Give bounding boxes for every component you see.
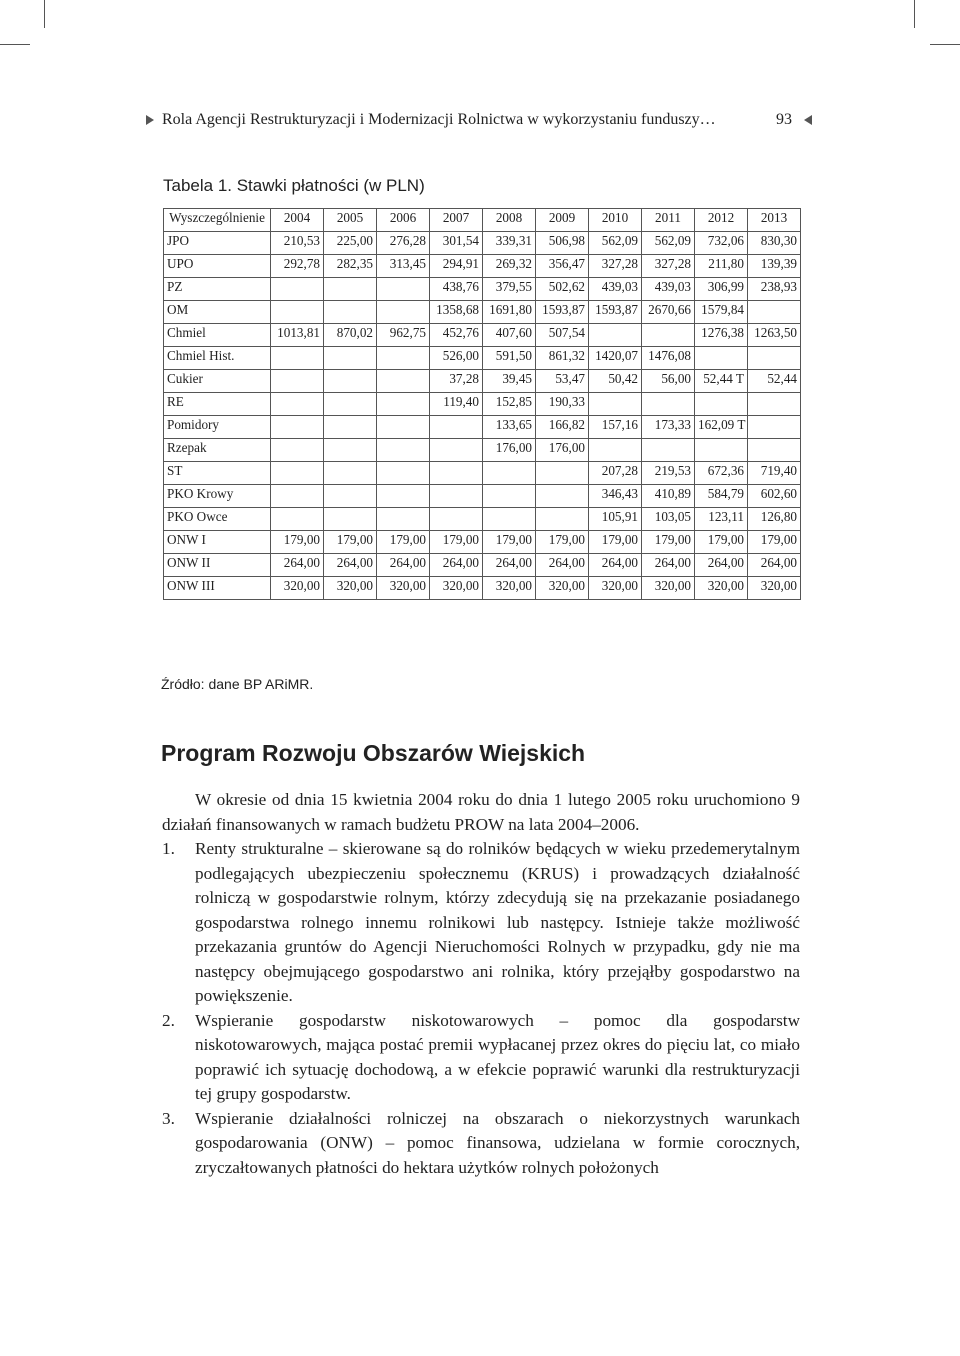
table-cell: 327,28: [642, 255, 695, 278]
list-item: [162, 837, 800, 1009]
section-heading: Program Rozwoju Obszarów Wiejskich: [161, 740, 586, 766]
table-cell: 50,42: [589, 370, 642, 393]
table-cell: 133,65: [483, 416, 536, 439]
table-cell: 179,00: [324, 531, 377, 554]
table-row: [164, 347, 801, 370]
table-cell: [748, 416, 801, 439]
table-cell: [430, 439, 483, 462]
table-cell: [377, 347, 430, 370]
column-header-year: 2007: [430, 209, 483, 232]
table-cell: [483, 508, 536, 531]
table-cell: [430, 416, 483, 439]
table-source: Źródło: dane BP ARiMR.: [161, 676, 314, 692]
table-cell: 264,00: [324, 554, 377, 577]
column-header-year: 2011: [642, 209, 695, 232]
table-row: [164, 232, 801, 255]
table-cell: 410,89: [642, 485, 695, 508]
table-cell: 179,00: [748, 531, 801, 554]
table-cell: [324, 301, 377, 324]
table-cell: 56,00: [642, 370, 695, 393]
table-cell: 294,91: [430, 255, 483, 278]
table-cell: [377, 462, 430, 485]
table-cell: 1476,08: [642, 347, 695, 370]
table-cell: 179,00: [642, 531, 695, 554]
table-cell: 327,28: [589, 255, 642, 278]
row-label: UPO: [164, 255, 271, 278]
table-cell: [695, 393, 748, 416]
table-row: [164, 485, 801, 508]
table-cell: 584,79: [695, 485, 748, 508]
list-item: [162, 1107, 800, 1181]
table-cell: 225,00: [324, 232, 377, 255]
table-row: [164, 439, 801, 462]
table-cell: [748, 439, 801, 462]
row-label: JPO: [164, 232, 271, 255]
table-cell: 264,00: [642, 554, 695, 577]
table-cell: 438,76: [430, 278, 483, 301]
table-cell: [271, 462, 324, 485]
body-text: [162, 788, 800, 1180]
table-cell: 176,00: [483, 439, 536, 462]
table-cell: [377, 370, 430, 393]
list-item-text: Renty strukturalne – skierowane są do rolników będących w wieku przedemerytalnym podlegających ubezpieczeniu społecznemu (KRUS) i prowadzących działalność rolniczą w gospodarstwie rolnym, którzy zdecydują się na przekazanie posiadanego gospodarstwa rolnego innemu rolnikowi lub następcy. Istnieje także możliwość przekazania gruntów do Agencji Nieruchomości Rolnych w przypadku, gdy nie ma następcy obejmującego gospodarstwo ani rolnika, który przejąłby gospodarstwo na powiększenie.: [195, 839, 800, 1005]
table-cell: [377, 278, 430, 301]
table-cell: 264,00: [748, 554, 801, 577]
table-cell: 407,60: [483, 324, 536, 347]
list-item: [162, 1009, 800, 1107]
row-label: PKO Owce: [164, 508, 271, 531]
column-header-label: Wyszczególnienie: [164, 209, 271, 232]
crop-mark-top-right-h: [930, 44, 960, 45]
table-cell: 264,00: [589, 554, 642, 577]
column-header-year: 2005: [324, 209, 377, 232]
table-cell: [589, 324, 642, 347]
page-number: 93: [776, 111, 792, 128]
table-cell: [324, 347, 377, 370]
table-row: [164, 393, 801, 416]
table-row: [164, 462, 801, 485]
table-cell: 264,00: [430, 554, 483, 577]
table-cell: [748, 301, 801, 324]
table-cell: 152,85: [483, 393, 536, 416]
table-cell: 320,00: [324, 577, 377, 600]
table-cell: 179,00: [483, 531, 536, 554]
table-cell: [324, 508, 377, 531]
row-label: Chmiel: [164, 324, 271, 347]
table-cell: 320,00: [536, 577, 589, 600]
table-cell: 562,09: [589, 232, 642, 255]
row-label: ST: [164, 462, 271, 485]
table-cell: [377, 393, 430, 416]
table-cell: 719,40: [748, 462, 801, 485]
table-cell: 52,44: [748, 370, 801, 393]
table-cell: 219,53: [642, 462, 695, 485]
table-cell: [695, 347, 748, 370]
list-item-text: Wspieranie działalności rolniczej na obszarach o niekorzystnych warunkach gospodarowania (ONW) – pomoc finansowa, udzielana w formie corocznych, zryczałtowanych płatności do hektara użytków rolnych położonych: [195, 1108, 800, 1177]
table-cell: [642, 439, 695, 462]
table-cell: [430, 508, 483, 531]
table-body: [164, 209, 801, 600]
table-cell: 320,00: [589, 577, 642, 600]
table-cell: 292,78: [271, 255, 324, 278]
column-header-year: 2012: [695, 209, 748, 232]
row-label: PZ: [164, 278, 271, 301]
row-label: Rzepak: [164, 439, 271, 462]
table-cell: 179,00: [271, 531, 324, 554]
table-cell: 379,55: [483, 278, 536, 301]
table-cell: 313,45: [377, 255, 430, 278]
table-cell: 176,00: [536, 439, 589, 462]
table-cell: 179,00: [695, 531, 748, 554]
table-cell: 861,32: [536, 347, 589, 370]
table-cell: [589, 393, 642, 416]
table-cell: [483, 485, 536, 508]
table-cell: 562,09: [642, 232, 695, 255]
table-cell: 1358,68: [430, 301, 483, 324]
table-row: [164, 301, 801, 324]
table-cell: 119,40: [430, 393, 483, 416]
table-cell: 526,00: [430, 347, 483, 370]
intro-paragraph: W okresie od dnia 15 kwietnia 2004 roku do dnia 1 lutego 2005 roku uruchomiono 9 działań finansowanych w ramach budżetu PROW na lata 2004–2006.: [162, 790, 800, 834]
table-cell: 123,11: [695, 508, 748, 531]
table-cell: 439,03: [589, 278, 642, 301]
table-cell: 870,02: [324, 324, 377, 347]
table-cell: 53,47: [536, 370, 589, 393]
table-cell: 211,80: [695, 255, 748, 278]
table-row: [164, 278, 801, 301]
table-cell: [324, 462, 377, 485]
table-cell: [271, 278, 324, 301]
table-cell: 264,00: [695, 554, 748, 577]
table-cell: 1263,50: [748, 324, 801, 347]
row-label: Chmiel Hist.: [164, 347, 271, 370]
list-item-number: 2.: [162, 1010, 175, 1030]
row-label: RE: [164, 393, 271, 416]
table-cell: 439,03: [642, 278, 695, 301]
crop-mark-top-left-h: [0, 44, 30, 45]
table-cell: [483, 462, 536, 485]
table-cell: [324, 485, 377, 508]
numbered-list: [162, 837, 800, 1180]
table-cell: 320,00: [483, 577, 536, 600]
table-cell: [271, 370, 324, 393]
table-cell: [271, 439, 324, 462]
table-cell: 269,32: [483, 255, 536, 278]
table-cell: 602,60: [748, 485, 801, 508]
table-cell: 339,31: [483, 232, 536, 255]
table-cell: [377, 485, 430, 508]
table-cell: 166,82: [536, 416, 589, 439]
table-cell: 207,28: [589, 462, 642, 485]
table-cell: [271, 485, 324, 508]
table-cell: 320,00: [271, 577, 324, 600]
table-cell: 157,16: [589, 416, 642, 439]
table-cell: 264,00: [536, 554, 589, 577]
table-cell: 126,80: [748, 508, 801, 531]
table-cell: 1691,80: [483, 301, 536, 324]
table-cell: 962,75: [377, 324, 430, 347]
table-cell: [324, 370, 377, 393]
row-label: PKO Krowy: [164, 485, 271, 508]
table-cell: [642, 324, 695, 347]
table-cell: 139,39: [748, 255, 801, 278]
table-caption: Tabela 1. Stawki płatności (w PLN): [163, 176, 425, 195]
column-header-year: 2010: [589, 209, 642, 232]
column-header-year: 2009: [536, 209, 589, 232]
table-row: [164, 554, 801, 577]
table-cell: 1420,07: [589, 347, 642, 370]
table-cell: [271, 393, 324, 416]
table-cell: 103,05: [642, 508, 695, 531]
table-row: [164, 531, 801, 554]
table-cell: 179,00: [589, 531, 642, 554]
row-label: Pomidory: [164, 416, 271, 439]
table-cell: 264,00: [377, 554, 430, 577]
table-cell: 190,33: [536, 393, 589, 416]
table-cell: 320,00: [642, 577, 695, 600]
table-cell: 37,28: [430, 370, 483, 393]
running-header: [146, 108, 814, 132]
table-cell: 591,50: [483, 347, 536, 370]
payment-rates-table: [163, 208, 801, 600]
table-cell: [536, 462, 589, 485]
table-cell: [324, 393, 377, 416]
table-cell: 39,45: [483, 370, 536, 393]
table-cell: 507,54: [536, 324, 589, 347]
table-cell: 276,28: [377, 232, 430, 255]
triangle-right-icon: [146, 115, 154, 125]
column-header-year: 2004: [271, 209, 324, 232]
column-header-year: 2013: [748, 209, 801, 232]
table-cell: 264,00: [271, 554, 324, 577]
list-item-number: 1.: [162, 839, 175, 858]
table-cell: [271, 347, 324, 370]
table-row: [164, 416, 801, 439]
table-cell: [324, 416, 377, 439]
table-cell: [377, 439, 430, 462]
table-cell: 320,00: [430, 577, 483, 600]
table-cell: 105,91: [589, 508, 642, 531]
triangle-left-icon: [804, 115, 812, 125]
table-cell: 2670,66: [642, 301, 695, 324]
table-cell: 282,35: [324, 255, 377, 278]
running-title: Rola Agencji Restrukturyzacji i Modernizacji Rolnictwa w wykorzystaniu funduszy…: [162, 111, 716, 128]
row-label: ONW II: [164, 554, 271, 577]
table-cell: 502,62: [536, 278, 589, 301]
table-cell: 162,09 T: [695, 416, 748, 439]
table-cell: 506,98: [536, 232, 589, 255]
column-header-year: 2006: [377, 209, 430, 232]
table-cell: 1579,84: [695, 301, 748, 324]
table-cell: 320,00: [695, 577, 748, 600]
table-cell: [589, 439, 642, 462]
table-row: [164, 577, 801, 600]
table-cell: 1276,38: [695, 324, 748, 347]
table-cell: [430, 485, 483, 508]
table-cell: [748, 347, 801, 370]
table-cell: [695, 439, 748, 462]
table-cell: 238,93: [748, 278, 801, 301]
table-cell: [642, 393, 695, 416]
table-cell: 346,43: [589, 485, 642, 508]
table-cell: [377, 508, 430, 531]
table-cell: 356,47: [536, 255, 589, 278]
row-label: ONW III: [164, 577, 271, 600]
list-item-number: 3.: [162, 1108, 175, 1128]
table-cell: 1593,87: [589, 301, 642, 324]
row-label: OM: [164, 301, 271, 324]
table-cell: 264,00: [483, 554, 536, 577]
column-header-year: 2008: [483, 209, 536, 232]
table-cell: [748, 393, 801, 416]
table-cell: 1013,81: [271, 324, 324, 347]
table-cell: 830,30: [748, 232, 801, 255]
table-cell: [324, 439, 377, 462]
table-cell: 173,33: [642, 416, 695, 439]
table-cell: [377, 416, 430, 439]
table-cell: 179,00: [430, 531, 483, 554]
table-cell: 179,00: [377, 531, 430, 554]
row-label: Cukier: [164, 370, 271, 393]
crop-mark-top-left-v: [44, 0, 45, 28]
table-cell: 179,00: [536, 531, 589, 554]
table-cell: 210,53: [271, 232, 324, 255]
table-row: [164, 324, 801, 347]
table-cell: [271, 508, 324, 531]
table-cell: [271, 416, 324, 439]
row-label: ONW I: [164, 531, 271, 554]
crop-mark-top-right-v: [914, 0, 915, 28]
table-cell: [324, 278, 377, 301]
table-cell: [536, 508, 589, 531]
table-header-row: [164, 209, 801, 232]
table-cell: [536, 485, 589, 508]
list-item-text: Wspieranie gospodarstw niskotowarowych – pomoc dla gospodarstw niskotowarowych, mająca postać premii wypłacanej przez okres do pięciu lat, co miało poprawić ich sytuację dochodową, a w efekcie poprawić warunki dla restrukturyzacji tej grupy gospodarstw.: [195, 1010, 800, 1103]
table-cell: 301,54: [430, 232, 483, 255]
table-cell: 306,99: [695, 278, 748, 301]
table-cell: 320,00: [377, 577, 430, 600]
table-cell: 320,00: [748, 577, 801, 600]
table-cell: [377, 301, 430, 324]
table-cell: 1593,87: [536, 301, 589, 324]
table-cell: 52,44 T: [695, 370, 748, 393]
table-row: [164, 508, 801, 531]
table-cell: [430, 462, 483, 485]
table-row: [164, 255, 801, 278]
table-cell: 452,76: [430, 324, 483, 347]
table-cell: 672,36: [695, 462, 748, 485]
table-row: [164, 370, 801, 393]
table-cell: 732,06: [695, 232, 748, 255]
table-cell: [271, 301, 324, 324]
